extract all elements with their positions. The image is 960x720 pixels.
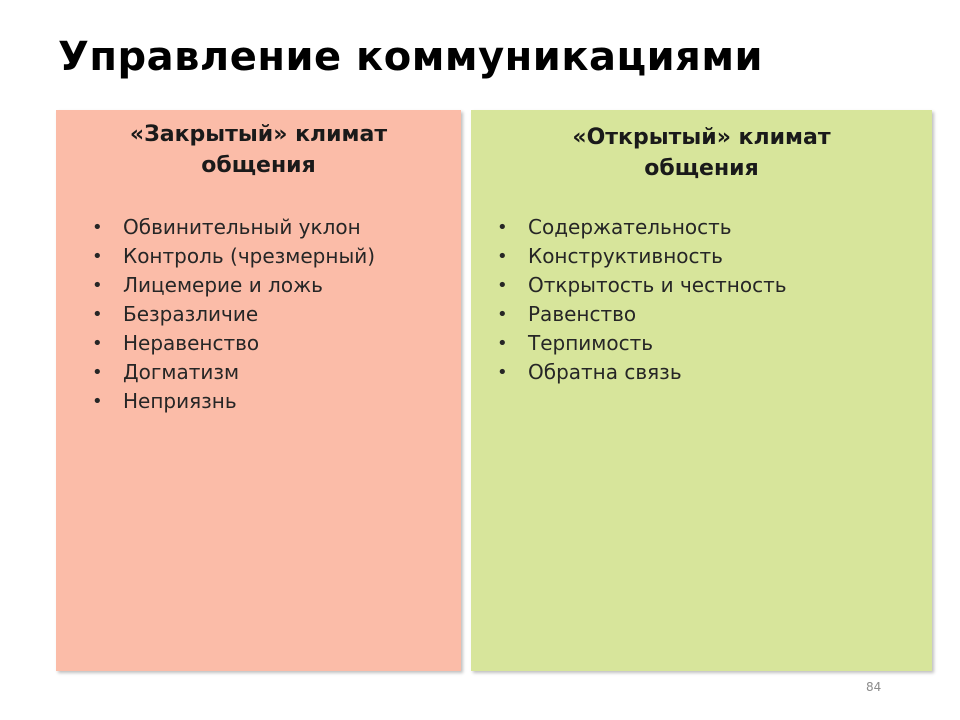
list-item [92, 358, 375, 387]
open-climate-panel [471, 110, 932, 671]
list-item-text: Безразличие [123, 302, 259, 326]
list-item [497, 329, 787, 358]
list-item [92, 213, 375, 242]
list-item-text: Конструктивность [528, 244, 723, 268]
list-item-text: Обвинительный уклон [123, 215, 361, 239]
open-climate-heading-line1: «Открытый» климат [572, 125, 831, 150]
list-item [92, 329, 375, 358]
closed-climate-list [92, 213, 375, 416]
bullet-icon: • [497, 217, 508, 238]
list-item-text: Обратна связь [528, 360, 682, 384]
closed-climate-heading-line1: «Закрытый» климат [129, 122, 388, 147]
closed-climate-heading [56, 119, 461, 181]
list-item [92, 271, 375, 300]
list-item-text: Контроль (чрезмерный) [123, 244, 376, 268]
list-item [92, 300, 375, 329]
list-item [497, 271, 787, 300]
list-item-text: Равенство [528, 302, 637, 326]
bullet-icon: • [92, 304, 103, 325]
closed-climate-heading-line2: общения [201, 153, 316, 178]
list-item-text: Терпимость [528, 331, 654, 355]
list-item [497, 358, 787, 387]
list-item-text: Содержательность [528, 215, 732, 239]
list-item [92, 387, 375, 416]
bullet-icon: • [92, 217, 103, 238]
open-climate-heading [471, 122, 932, 184]
bullet-icon: • [92, 246, 103, 267]
bullet-icon: • [497, 362, 508, 383]
bullet-icon: • [497, 333, 508, 354]
bullet-icon: • [497, 275, 508, 296]
bullet-icon: • [497, 246, 508, 267]
bullet-icon: • [92, 333, 103, 354]
list-item [497, 242, 787, 271]
open-climate-heading-line2: общения [644, 156, 759, 181]
list-item [92, 242, 375, 271]
bullet-icon: • [92, 275, 103, 296]
list-item [497, 213, 787, 242]
page-number: 84 [866, 680, 882, 694]
list-item-text: Неприязнь [123, 389, 237, 413]
list-item-text: Неравенство [123, 331, 260, 355]
list-item-text: Догматизм [123, 360, 240, 384]
bullet-icon: • [92, 391, 103, 412]
list-item-text: Лицемерие и ложь [123, 273, 323, 297]
list-item-text: Открытость и честность [528, 273, 787, 297]
list-item [497, 300, 787, 329]
bullet-icon: • [92, 362, 103, 383]
open-climate-list [497, 213, 787, 387]
slide-title: Управление коммуникациями [58, 34, 764, 80]
bullet-icon: • [497, 304, 508, 325]
closed-climate-panel [56, 110, 461, 671]
